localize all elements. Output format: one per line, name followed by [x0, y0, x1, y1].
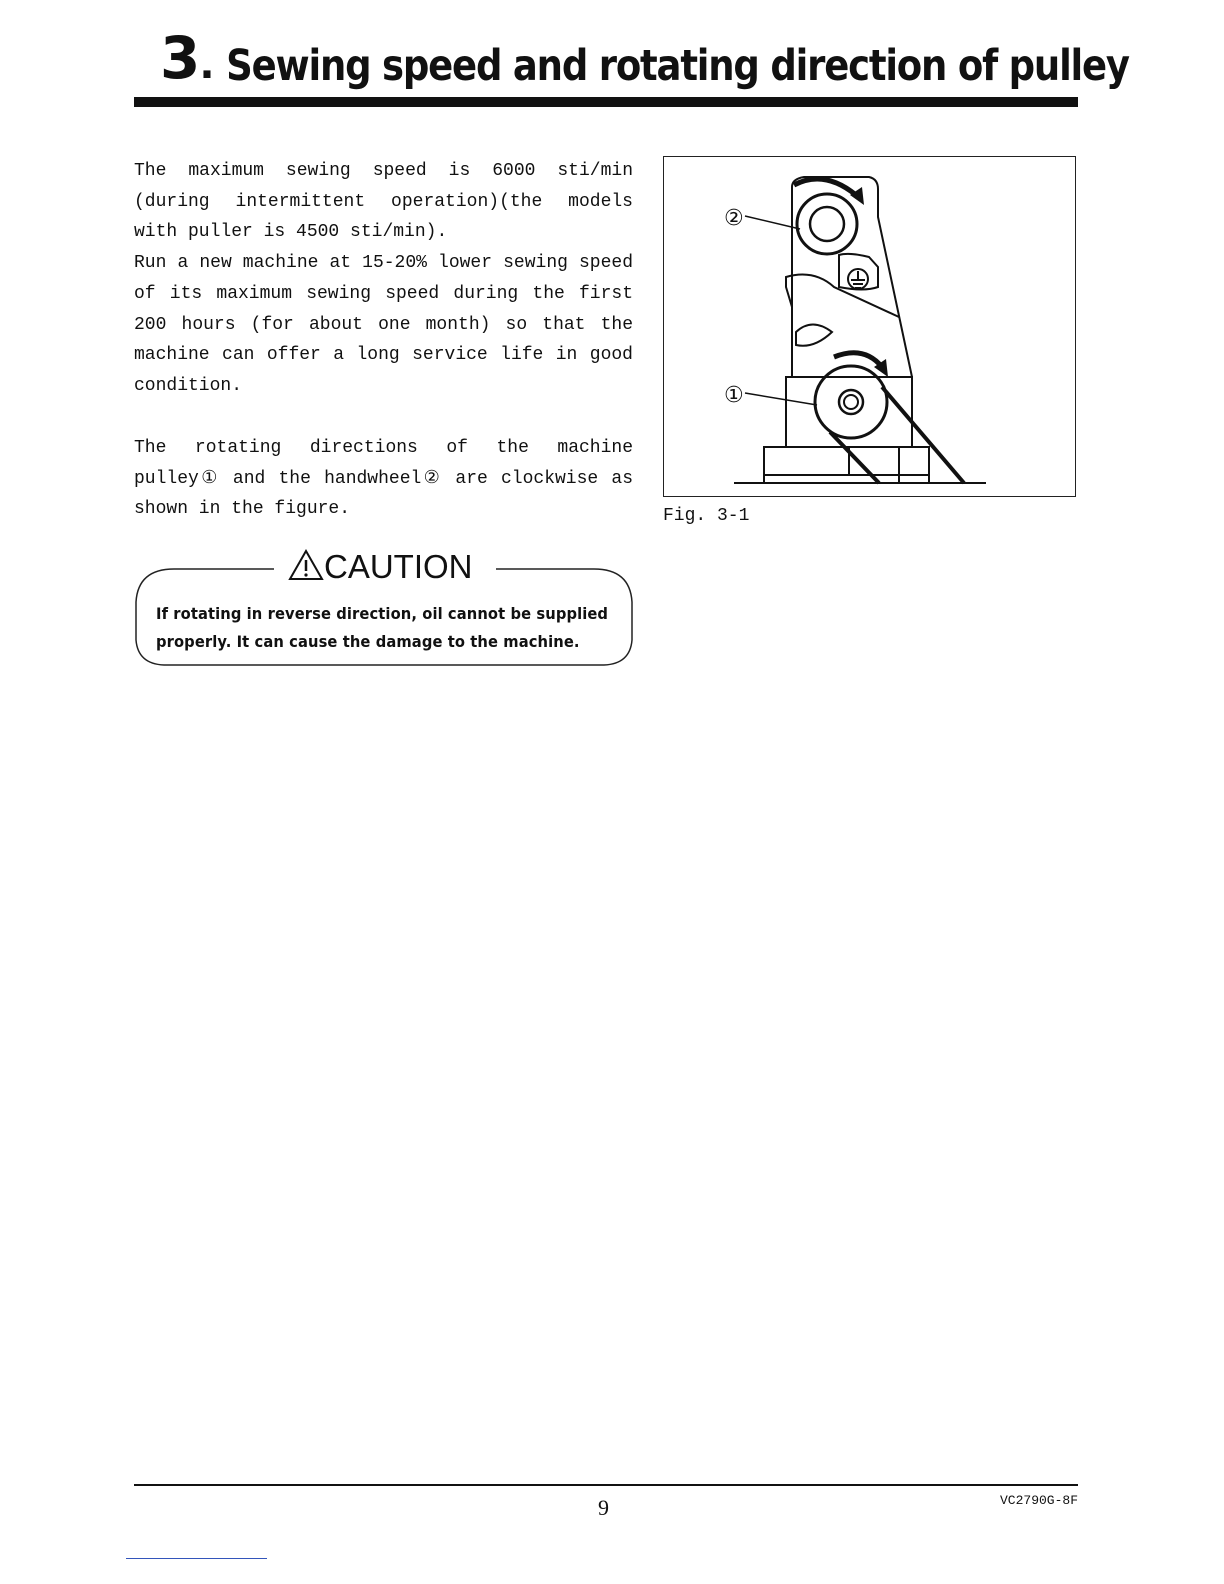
warning-icon [288, 549, 324, 581]
page-number: 9 [598, 1495, 609, 1520]
paragraph-speed: The maximum sewing speed is 6000 sti/min (during intermittent operation)(the models with puller is 4500 sti/min). Run a new machine at 15-20% lower sewing speed of its maximum sewing speed during the first 200 hours (for about one month) so that the machine can offer a long service life in good condition. [134, 161, 633, 396]
label-2: ② [724, 206, 744, 231]
document-code: VC2790G-8F [999, 1493, 1078, 1508]
handwheel [797, 194, 857, 254]
slot [796, 325, 832, 346]
arm-bracket [786, 275, 899, 317]
paragraph-direction: The rotating directions of the machine pulley① and the handwheel② are clockwise as shown in the figure. [134, 438, 633, 520]
figure-3-1 [663, 156, 1076, 497]
heading-rule [134, 97, 1078, 107]
rotation-arrow-bottom [834, 353, 882, 367]
caution-line-1: If rotating in reverse direction, oil cannot be supplied [156, 604, 609, 623]
pulley-diagram [664, 157, 1077, 498]
caution-line-2: properly. It can cause the damage to the machine. [156, 632, 580, 651]
label-1: ① [724, 383, 744, 408]
caution-heading [288, 548, 473, 586]
section-heading [160, 24, 1129, 94]
section-number-dot: . [199, 42, 215, 88]
figure-caption: Fig. 3-1 [663, 506, 750, 526]
base-block [764, 447, 929, 483]
footer-rule [134, 1484, 1078, 1486]
section-number: 3 [160, 24, 200, 92]
section-title: Sewing speed and rotating direction of pulley [226, 40, 1129, 91]
belt-right [882, 387, 964, 483]
scan-artifact-line [126, 1558, 267, 1559]
base-left [764, 447, 774, 483]
caution-message [156, 600, 609, 656]
caution-title: CAUTION [324, 548, 473, 585]
